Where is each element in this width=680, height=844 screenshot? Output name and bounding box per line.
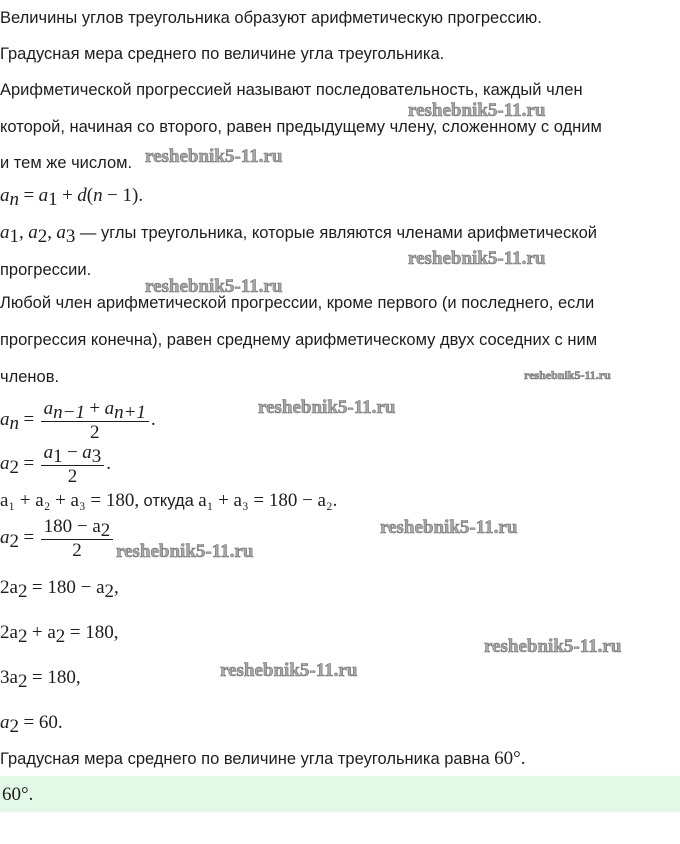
watermark: reshebnik5-11.ru <box>258 397 396 418</box>
watermark: reshebnik5-11.ru <box>484 636 622 657</box>
answer-box <box>0 776 680 812</box>
property-line-3: членов. <box>0 368 60 386</box>
formula-general: $a_n = a_1 + d(n - 1)$. <box>0 185 144 210</box>
watermark: reshebnik5-11.ru <box>145 276 283 297</box>
task-question: Градусная мера среднего по величине угла треугольника. <box>0 45 445 63</box>
formula-a2: $a_2$ = $\frac{a_1 - a_3}{2}$ . <box>0 442 111 487</box>
watermark: reshebnik5-11.ru <box>380 517 518 538</box>
watermark: reshebnik5-11.ru <box>145 146 283 167</box>
formula-sum: a₁ + a₂ + a₃ = 180, откуда a₁ + a₃ = 180 − a₂. <box>0 490 338 511</box>
step-4: $a_2 = 60$. <box>0 712 63 737</box>
step-3: $3a_2 = 180$, <box>0 667 81 692</box>
property-line-1: Любой член арифметической прогрессии, кроме первого (и последнего, если <box>0 294 595 312</box>
task-statement: Величины углов треугольника образуют арифметическую прогрессию. <box>0 9 542 27</box>
watermark: reshebnik5-11.ru <box>524 368 611 382</box>
step-2: $2a_2 + a_2 = 180$, <box>0 622 119 647</box>
answer-value: 60°. <box>2 784 34 805</box>
formula-mean: $a_n$ = $\frac{a_{n-1} + a_{n+1}}{2}$ . <box>0 398 156 443</box>
conclusion: Градусная мера среднего по величине угла треугольника равна 60°. <box>0 748 526 769</box>
step-1: $2a_2 = 180 - a_2$, <box>0 577 119 602</box>
watermark: reshebnik5-11.ru <box>116 541 254 562</box>
watermark: reshebnik5-11.ru <box>220 660 358 681</box>
angles-line-2: прогрессии. <box>0 261 92 279</box>
definition-line-1: Арифметической прогрессией называют последовательность, каждый член <box>0 81 583 99</box>
definition-line-2: которой, начиная со второго, равен предыдущему члену, сложенному с одним <box>0 118 602 136</box>
watermark: reshebnik5-11.ru <box>408 248 546 269</box>
formula-a2-sub: $a_2$ = $\frac{180 - a_2}{2}$ <box>0 516 115 562</box>
watermark: reshebnik5-11.ru <box>408 100 546 121</box>
property-line-2: прогрессия конечна), равен среднему арифметическому двух соседних с ним <box>0 331 598 349</box>
angles-line: $a_1$, $a_2$, $a_3$ — углы треугольника, которые являются членами арифметической <box>0 222 597 247</box>
definition-line-3: и тем же числом. <box>0 154 133 172</box>
